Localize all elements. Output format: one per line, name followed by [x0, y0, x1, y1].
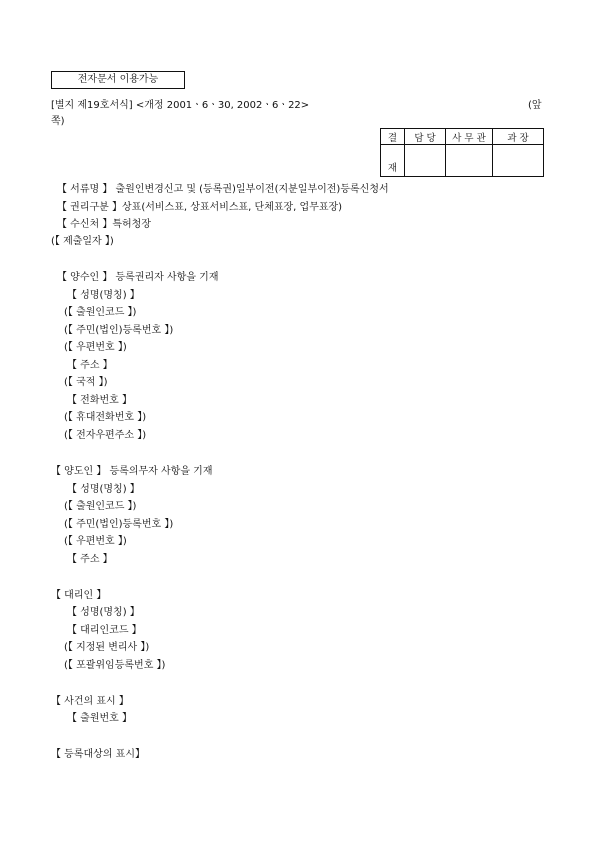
agent-power-of-attorney-number: (【 포괄위임등록번호 】)	[64, 660, 166, 671]
assignor-registration-number: (【 주민(법인)등록번호 】)	[64, 519, 174, 530]
assignor-address: 【 주소 】	[67, 554, 113, 565]
registration-target-section-title: 【 등록대상의 표시】	[51, 749, 145, 760]
approval-side-label-bottom: 재	[381, 145, 405, 177]
form-header: [별지 제19호서식] <개정 2001ㆍ6ㆍ30, 2002ㆍ6ㆍ22>	[51, 100, 310, 111]
assignee-name: 【 성명(명칭) 】	[67, 290, 140, 301]
approval-side-label-top: 결	[381, 129, 405, 145]
electronic-document-badge: 전자문서 이용가능	[51, 71, 185, 89]
assignee-nationality: (【 국적 】)	[64, 377, 108, 388]
approval-col-staff: 담 당	[405, 129, 446, 145]
approval-sign-box-staff	[405, 145, 446, 177]
assignor-postal-code: (【 우편번호 】)	[64, 536, 127, 547]
page-side-marker: (앞	[528, 100, 542, 111]
assignee-address: 【 주소 】	[67, 360, 113, 371]
approval-col-officer: 사 무 관	[446, 129, 493, 145]
approval-sign-box-officer	[446, 145, 493, 177]
case-section-title: 【 사건의 표시 】	[51, 696, 129, 707]
agent-section-title: 【 대리인 】	[51, 590, 107, 601]
page-side-marker-wrap: 쪽)	[51, 116, 65, 127]
assignor-name: 【 성명(명칭) 】	[67, 484, 140, 495]
assignee-section-title: 【 양수인 】 등록권리자 사항을 기재	[57, 272, 219, 283]
agent-name: 【 성명(명칭) 】	[67, 607, 140, 618]
recipient-field: 【 수신처 】특허청장	[57, 219, 151, 230]
agent-designated-attorney: (【 지정된 변리사 】)	[64, 642, 150, 653]
assignee-applicant-code: (【 출원인코드 】)	[64, 307, 137, 318]
approval-col-director: 과 장	[493, 129, 544, 145]
right-type-field: 【 권리구분 】상표(서비스표, 상표서비스표, 단체표장, 업무표장)	[57, 202, 343, 213]
assignee-email: (【 전자우편주소 】)	[64, 430, 147, 441]
approval-sign-box-director	[493, 145, 544, 177]
case-application-number: 【 출원번호 】	[67, 713, 132, 724]
assignee-postal-code: (【 우편번호 】)	[64, 342, 127, 353]
assignee-phone: 【 전화번호 】	[67, 395, 132, 406]
assignee-registration-number: (【 주민(법인)등록번호 】)	[64, 325, 174, 336]
approval-table	[380, 128, 544, 177]
assignor-applicant-code: (【 출원인코드 】)	[64, 501, 137, 512]
assignor-section-title: 【 양도인 】 등록의무자 사항을 기재	[51, 466, 213, 477]
document-name-field: 【 서류명 】 출원인변경신고 및 (등록권)일부이전(지분일부이전)등록신청서	[57, 184, 389, 195]
submission-date-field: (【 제출일자 】)	[51, 236, 114, 247]
assignee-mobile: (【 휴대전화번호 】)	[64, 412, 147, 423]
agent-code: 【 대리인코드 】	[67, 625, 142, 636]
